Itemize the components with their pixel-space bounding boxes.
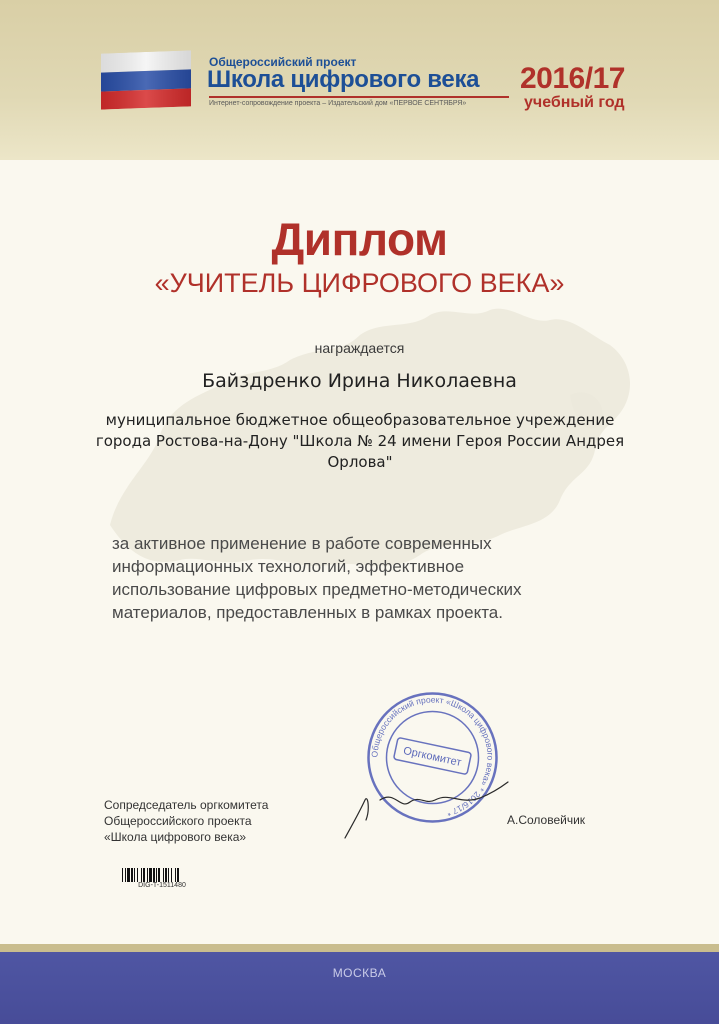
diploma-subtitle: «УЧИТЕЛЬ ЦИФРОВОГО ВЕКА» <box>154 268 565 298</box>
diploma-title: Диплом <box>271 213 448 265</box>
barcode-bar <box>134 868 135 882</box>
barcode-bar <box>163 868 164 882</box>
recipient-organization: муниципальное бюджетное общеобразовательное учреждение города Ростова-на-Дону "Школа № 24 имени Героя России Андрея Орлова" <box>95 411 625 471</box>
project-kicker: Общероссийский проект <box>209 55 357 69</box>
chair-line-1: Сопредседатель оргкомитета <box>104 798 269 812</box>
barcode-bar <box>131 868 133 882</box>
chair-line-2: Общероссийского проекта <box>104 814 252 828</box>
barcode-bar <box>168 868 169 882</box>
project-tagline: Интернет-сопровождение проекта – Издательский дом «ПЕРВОЕ СЕНТЯБРЯ» <box>209 100 467 107</box>
academic-year: 2016/17 <box>520 62 625 95</box>
stamp-center-text: Оргкомитет <box>402 744 463 769</box>
barcode-bar <box>147 868 148 882</box>
footer-border <box>0 944 719 952</box>
barcode-bar <box>171 868 172 882</box>
barcode-bar <box>175 868 176 882</box>
russian-flag-icon <box>101 50 191 109</box>
signer-name: А.Соловейчик <box>507 813 586 827</box>
barcode-bar <box>153 868 155 882</box>
academic-year-label: учебный год <box>524 94 625 111</box>
footer-band <box>0 952 719 1024</box>
chair-signature-block <box>104 797 344 845</box>
award-reason: за активное применение в работе современных информационных технологий, эффективное использование цифровых предметно-методических материалов, предоставленных в рамках проекта. <box>112 534 522 622</box>
barcode-bar <box>156 868 157 882</box>
awarded-label: награждается <box>314 340 405 356</box>
footer-city: МОСКВА <box>332 966 387 980</box>
header-divider <box>209 96 509 98</box>
barcode-bar <box>122 868 123 882</box>
signature <box>340 770 510 840</box>
barcode-bar <box>143 868 145 882</box>
barcode-bar <box>177 868 179 882</box>
barcode-bar <box>165 868 167 882</box>
barcode-bar <box>149 868 152 882</box>
chair-line-3: «Школа цифрового века» <box>104 830 247 844</box>
recipient-name: Байздренко Ирина Николаевна <box>202 370 517 392</box>
barcode-bar <box>127 868 130 882</box>
barcode-bar <box>137 868 138 882</box>
project-name: Школа цифрового века <box>207 66 480 93</box>
barcode-number: DIG-T-1511480 <box>138 882 186 889</box>
stamp-ring-text: Общероссийский проект «Школа цифрового века» * 2016/17 * <box>369 694 496 819</box>
barcode-bar <box>141 868 142 882</box>
barcode <box>122 868 202 882</box>
barcode-bar <box>125 868 126 882</box>
barcode-bar <box>158 868 160 882</box>
